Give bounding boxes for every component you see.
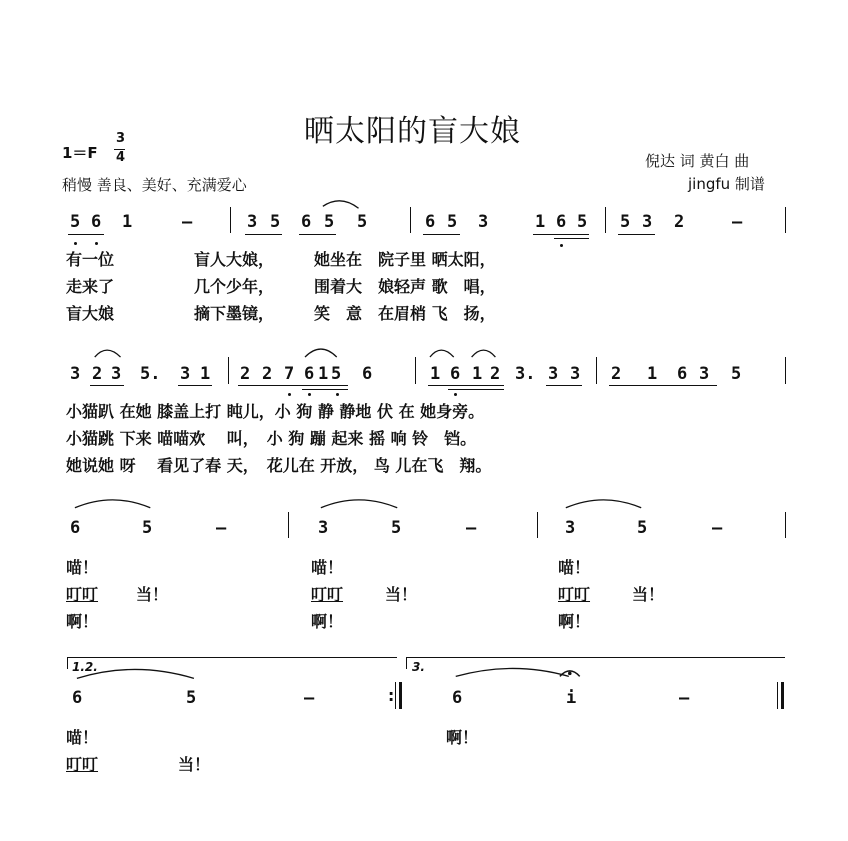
dash: –: [304, 688, 315, 708]
note: 2: [92, 364, 103, 384]
note: 3: [699, 364, 710, 384]
note: 5: [186, 688, 197, 708]
dash: –: [216, 518, 227, 538]
dash: –: [466, 518, 477, 538]
lyric-line: 有一位 盲人大娘， 她坐在 院子里 晒太阳，: [66, 250, 496, 269]
lyric-line: 小猫趴 在她 膝盖上打 盹儿，小 狗 静 静地 伏 在 她身旁。: [66, 402, 485, 421]
lyric-meow: 喵！: [558, 558, 591, 577]
slur: [95, 350, 121, 357]
note: 3: [180, 364, 191, 384]
note: 6: [362, 364, 373, 384]
note: 1: [472, 364, 483, 384]
note: 3: [642, 212, 653, 232]
lyric-ah: 啊！: [66, 612, 99, 631]
note: 3.: [515, 364, 536, 384]
lyric-meow: 喵！: [311, 558, 344, 577]
note: 3: [570, 364, 581, 384]
note: 5: [620, 212, 631, 232]
note: 3: [318, 518, 329, 538]
slur: [323, 201, 359, 208]
note: 3: [565, 518, 576, 538]
credits: 倪达 词 黄白 曲: [645, 152, 750, 170]
lyric-dang: 当！: [136, 585, 169, 604]
dash: –: [732, 212, 743, 232]
note: 1: [535, 212, 546, 232]
note: 5: [270, 212, 281, 232]
lyric-meow: 喵！: [66, 558, 99, 577]
time-signature-bottom: 4: [116, 150, 126, 165]
note: 1: [647, 364, 658, 384]
note: 1: [430, 364, 441, 384]
note: 5: [577, 212, 588, 232]
lyric-meow: 喵！: [66, 728, 99, 747]
note: 1: [200, 364, 211, 384]
note: 2: [674, 212, 685, 232]
note: 3: [247, 212, 258, 232]
key-signature: 1＝F: [62, 144, 98, 162]
song-title: 晒太阳的盲大娘: [304, 114, 521, 149]
lyric-ah: 啊！: [446, 728, 479, 747]
volta-1-2: 1.2.: [72, 660, 98, 674]
lyric-ah: 啊！: [558, 612, 591, 631]
tie: [77, 669, 194, 678]
note: i: [566, 688, 577, 708]
note: 5: [142, 518, 153, 538]
lyric-line: 走来了 几个少年， 围着大 娘轻声 歌 唱，: [66, 277, 496, 296]
note: 2: [611, 364, 622, 384]
slur: [430, 350, 454, 357]
note: 6: [452, 688, 463, 708]
note: 6: [70, 518, 81, 538]
note: 5.: [140, 364, 161, 384]
note: 5: [324, 212, 335, 232]
tie: [566, 500, 641, 508]
note: 7: [284, 364, 295, 384]
lyric-dingding: 叮叮: [66, 585, 99, 604]
arranger: jingfu 制谱: [688, 175, 765, 193]
lyric-dingding: 叮叮: [311, 585, 344, 604]
note: 3: [478, 212, 489, 232]
tie: [75, 500, 150, 508]
lyric-dingding: 叮叮: [66, 755, 99, 774]
note: 5: [391, 518, 402, 538]
note: 3: [548, 364, 559, 384]
lyric-line: 小猫跳 下来 喵喵欢 叫， 小 狗 蹦 起来 摇 响 铃 铛。: [66, 429, 477, 448]
note: 5: [357, 212, 368, 232]
dash: –: [679, 688, 690, 708]
note: 2: [240, 364, 251, 384]
note: 3: [111, 364, 122, 384]
dash: –: [712, 518, 723, 538]
lyric-line: 盲大娘 摘下墨镜， 笑 意 在眉梢 飞 扬，: [66, 304, 496, 323]
note: 2: [262, 364, 273, 384]
note: 2: [490, 364, 501, 384]
note: 5: [637, 518, 648, 538]
note: 5: [731, 364, 742, 384]
tie: [456, 668, 569, 676]
lyric-dang: 当！: [632, 585, 665, 604]
note: 5: [331, 364, 342, 384]
note: 6: [91, 212, 102, 232]
note: 6: [301, 212, 312, 232]
note: 5: [70, 212, 81, 232]
lyric-ah: 啊！: [311, 612, 344, 631]
fermata-dot: [568, 672, 572, 676]
note: 6: [72, 688, 83, 708]
note: 6: [677, 364, 688, 384]
note: 6: [556, 212, 567, 232]
tempo-marking: 稍慢 善良、美好、充满爱心: [62, 176, 247, 194]
note: 3: [70, 364, 81, 384]
note: 6: [425, 212, 436, 232]
dash: –: [182, 212, 193, 232]
note: 1: [318, 364, 329, 384]
repeat-colon: :: [386, 686, 397, 706]
tie: [321, 500, 397, 508]
note: 5: [447, 212, 458, 232]
note: 1: [122, 212, 133, 232]
lyric-dingding: 叮叮: [558, 585, 591, 604]
note: 6: [450, 364, 461, 384]
lyric-dang: 当！: [385, 585, 418, 604]
note: 6: [304, 364, 315, 384]
slur: [472, 350, 496, 357]
volta-3: 3.: [412, 660, 425, 674]
lyric-dang: 当！: [178, 755, 211, 774]
lyric-line: 她说她 呀 看见了春 天， 花儿在 开放， 鸟 儿在飞 翔。: [66, 456, 492, 475]
slur: [305, 349, 337, 357]
time-signature-top: 3: [116, 131, 126, 146]
